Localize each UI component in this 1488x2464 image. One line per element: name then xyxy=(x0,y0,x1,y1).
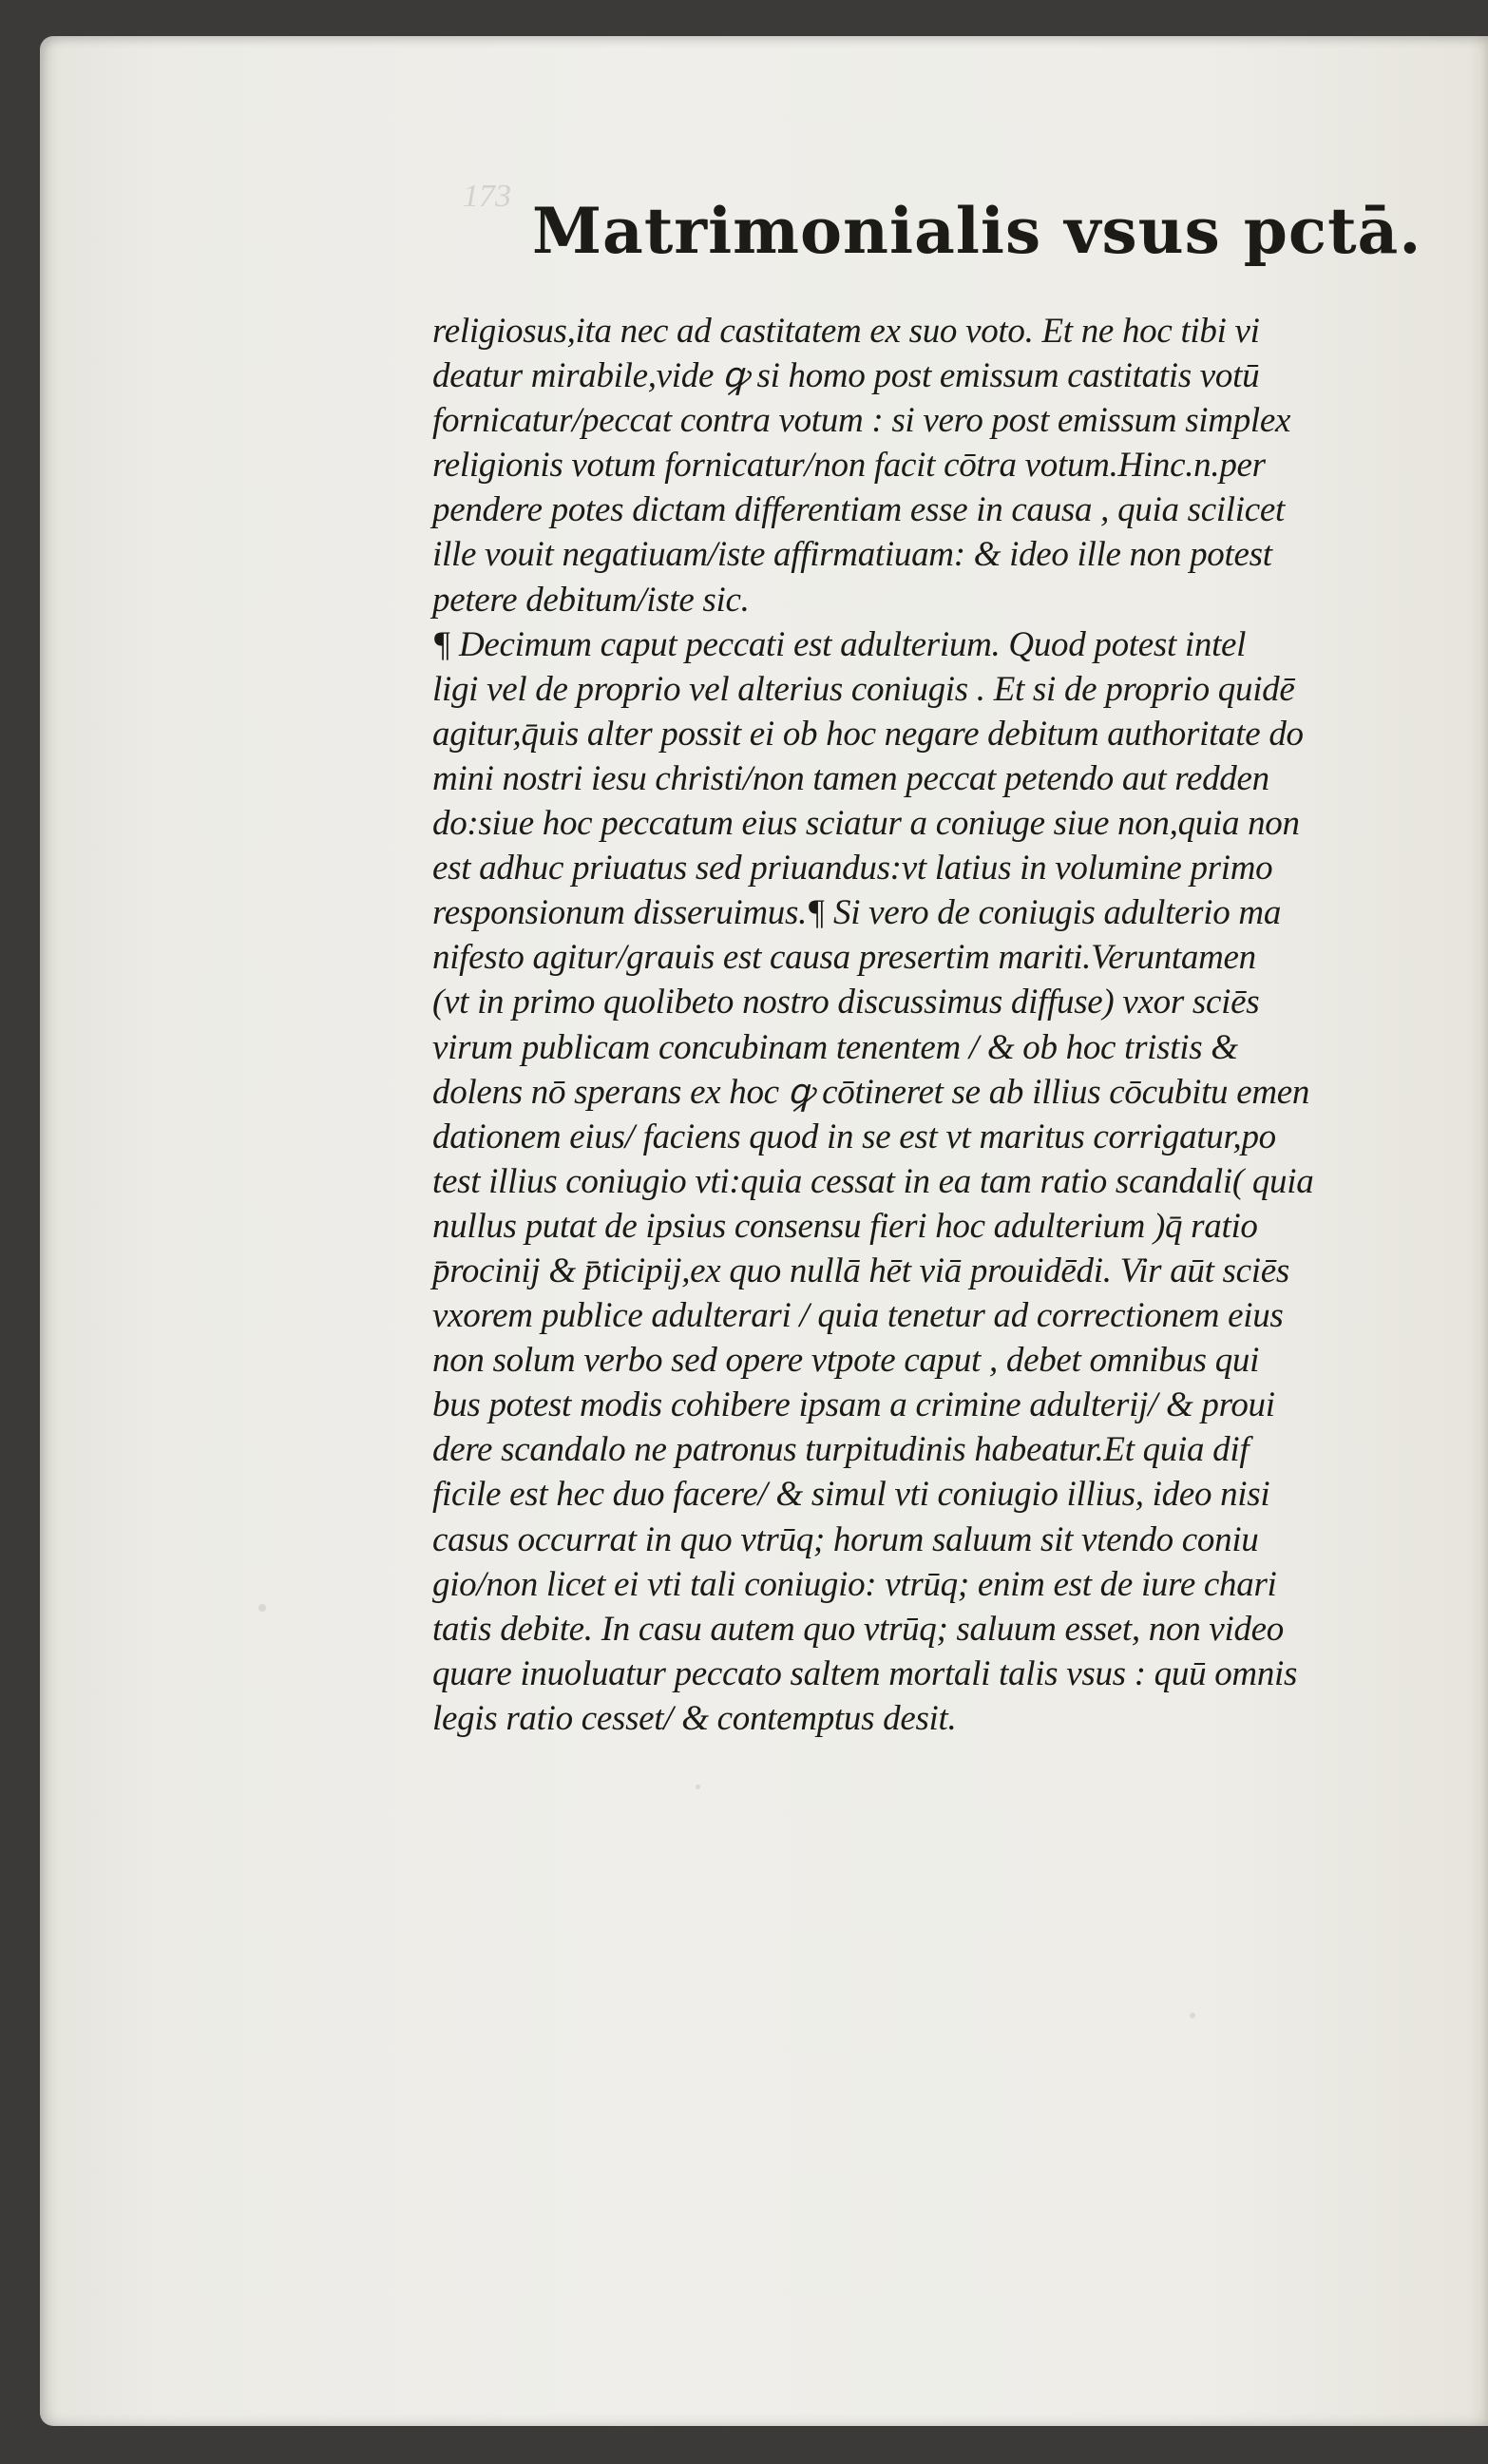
text-line: religiosus,ita nec ad castitatem ex suo voto. Et ne hoc tibi vi xyxy=(432,312,1260,351)
paper-spot xyxy=(258,1604,266,1612)
page-edge-shadow xyxy=(1469,36,1488,2426)
text-line: tatis debite. In casu autem quo vtrūq; saluum esset, non video xyxy=(432,1609,1284,1649)
text-line: virum publicam concubinam tenentem / & ob hoc tristis & xyxy=(432,1027,1238,1067)
paper-spot xyxy=(696,1785,700,1789)
text-line: do:siue hoc peccatum eius sciatur a coniuge siue non,quia non xyxy=(432,804,1300,844)
text-line: religionis votum fornicatur/non facit cōtra votum.Hinc.n.per xyxy=(432,446,1266,486)
text-line: dationem eius/ faciens quod in se est vt maritus corrigatur,po xyxy=(432,1117,1276,1156)
paper-spot xyxy=(1190,2013,1195,2018)
text-line: deatur mirabile,vide ꝙ si homo post emissum castitatis votū xyxy=(432,356,1260,396)
text-line: vxorem publice adulterari / quia tenetur ad correctionem eius xyxy=(432,1296,1284,1336)
text-line: ille vouit negatiuam/iste affirmatiuam: & ideo ille non potest xyxy=(432,535,1272,575)
text-line: mini nostri iesu christi/non tamen peccat petendo aut redden xyxy=(432,758,1269,798)
text-line: dere scandalo ne patronus turpitudinis habeatur.Et quia dif xyxy=(432,1430,1250,1470)
body-text xyxy=(432,309,1411,1741)
text-line: ligi vel de proprio vel alterius coniugis . Et si de proprio quidē xyxy=(432,669,1295,709)
text-line: responsionum disseruimus.¶ Si vero de coniugis adulterio ma xyxy=(432,893,1282,933)
text-line: casus occurrat in quo vtrūq; horum saluum sit vtendo coniu xyxy=(432,1519,1259,1559)
text-line: test illius coniugio vti:quia cessat in ea tam ratio scandali( quia xyxy=(432,1161,1314,1201)
running-head: Matrimonialis vsus pctā. xyxy=(532,194,1422,268)
faint-folio-number: 173 xyxy=(463,179,511,214)
text-line: nullus putat de ipsius consensu fieri hoc adulterium )q̄ ratio xyxy=(432,1206,1258,1246)
text-line: (vt in primo quolibeto nostro discussimus diffuse) vxor sciēs xyxy=(432,983,1260,1022)
text-line: fornicatur/peccat contra votum : si vero post emissum simplex xyxy=(432,401,1291,441)
text-line: agitur,q̄uis alter possit ei ob hoc negare debitum authoritate do xyxy=(432,714,1304,754)
text-line: petere debitum/iste sic. xyxy=(432,580,750,620)
text-line: nifesto agitur/grauis est causa presertim mariti.Veruntamen xyxy=(432,938,1256,978)
text-line: bus potest modis cohibere ipsam a crimine adulterij/ & proui xyxy=(432,1385,1275,1425)
text-line: gio/non licet ei vti tali coniugio: vtrūq; enim est de iure chari xyxy=(432,1564,1277,1604)
text-line: dolens nō sperans ex hoc ꝙ cōtineret se ab illius cōcubitu emen xyxy=(432,1072,1310,1112)
text-line: pendere potes dictam differentiam esse in causa , quia scilicet xyxy=(432,490,1285,530)
text-line: est adhuc priuatus sed priuandus:vt latius in volumine primo xyxy=(432,849,1273,888)
text-line: ¶ Decimum caput peccati est adulterium. Quod potest intel xyxy=(432,624,1247,664)
text-line: legis ratio cesset/ & contemptus desit. xyxy=(432,1698,957,1738)
text-line: ficile est hec duo facere/ & simul vti coniugio illius, ideo nisi xyxy=(432,1475,1270,1515)
text-line: non solum verbo sed opere vtpote caput , debet omnibus qui xyxy=(432,1341,1260,1381)
text-line: quare inuoluatur peccato saltem mortali talis vsus : quū omnis xyxy=(432,1653,1298,1693)
text-line: p̄rocinij & p̄ticipij,ex quo nullā hēt viā prouidēdi. Vir aūt sciēs xyxy=(432,1251,1289,1290)
